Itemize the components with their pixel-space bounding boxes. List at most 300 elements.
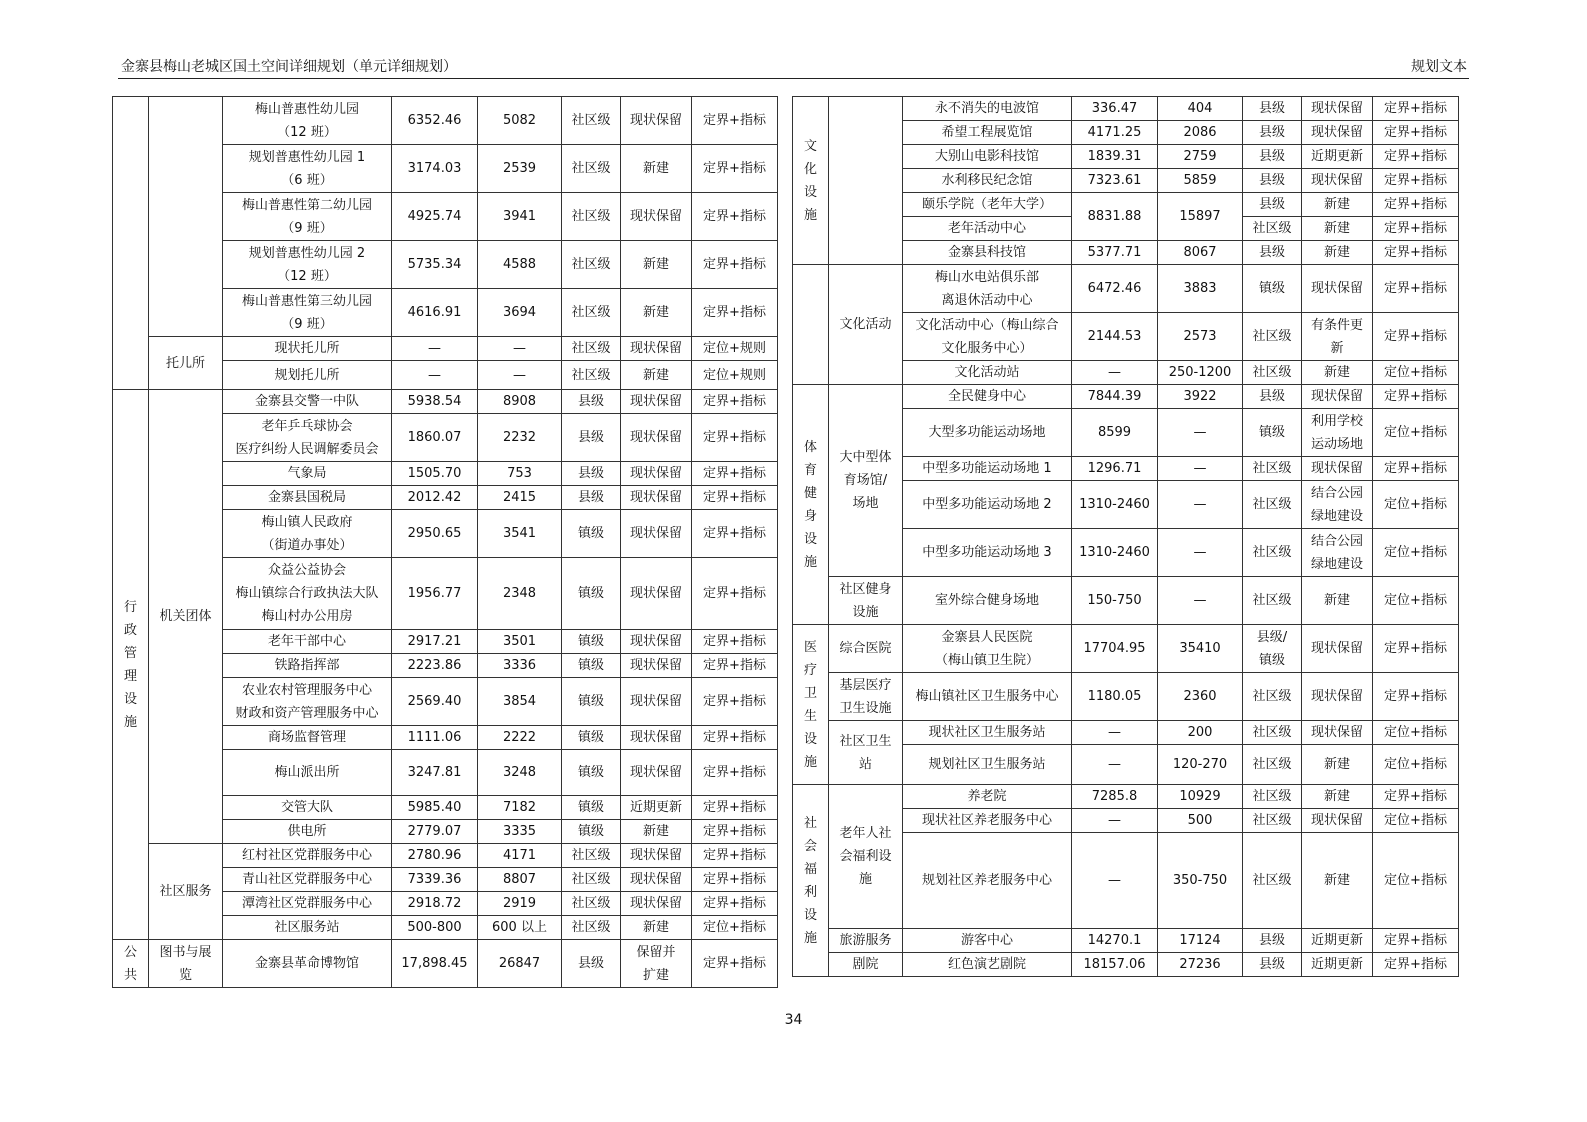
status-cell: 保留并 扩建	[621, 940, 692, 988]
level-cell: 县级	[1243, 97, 1302, 121]
building-area-cell: 2086	[1158, 121, 1243, 145]
facility-name-cell: 现状社区养老服务中心	[903, 809, 1072, 833]
site-area-cell: 2569.40	[392, 678, 478, 726]
site-area-cell: 3247.81	[392, 750, 478, 796]
level-cell: 县级	[562, 940, 621, 988]
status-cell: 现状保留	[1302, 265, 1373, 313]
site-area-cell: 1956.77	[392, 558, 478, 630]
control-method-cell: 定界+指标	[692, 510, 778, 558]
control-method-cell: 定位+指标	[1373, 721, 1459, 745]
control-method-cell: 定界+指标	[692, 678, 778, 726]
building-area-cell: 2415	[478, 486, 562, 510]
subcategory-cell: 旅游服务	[829, 929, 903, 953]
building-area-cell: 600 以上	[478, 916, 562, 940]
status-cell: 结合公园 绿地建设	[1302, 481, 1373, 529]
facility-name-cell: 梅山镇社区卫生服务中心	[903, 673, 1072, 721]
control-method-cell: 定位+规则	[692, 337, 778, 361]
building-area-cell: 4171	[478, 844, 562, 868]
site-area-cell: 7285.8	[1072, 785, 1158, 809]
table-row	[113, 337, 778, 361]
table-row	[113, 940, 778, 988]
building-area-cell: 2573	[1158, 313, 1243, 361]
site-area-cell: 7323.61	[1072, 169, 1158, 193]
site-area-cell: 1111.06	[392, 726, 478, 750]
control-method-cell: 定界+指标	[692, 486, 778, 510]
category-cell: 行 政 管 理 设 施	[113, 390, 149, 940]
level-cell: 社区级	[1243, 313, 1302, 361]
facility-name-cell: 规划普惠性幼儿园 2 （12 班）	[223, 241, 392, 289]
level-cell: 社区级	[1243, 833, 1302, 929]
facility-name-cell: 商场监督管理	[223, 726, 392, 750]
building-area-cell: 350-750	[1158, 833, 1243, 929]
facility-name-cell: 梅山水电站俱乐部 离退休活动中心	[903, 265, 1072, 313]
status-cell: 新建	[1302, 241, 1373, 265]
facility-name-cell: 颐乐学院（老年大学）	[903, 193, 1072, 217]
site-area-cell: —	[1072, 721, 1158, 745]
control-method-cell: 定界+指标	[1373, 457, 1459, 481]
control-method-cell: 定位+指标	[1373, 833, 1459, 929]
building-area-cell: 753	[478, 462, 562, 486]
level-cell: 社区级	[1243, 721, 1302, 745]
table-row	[793, 385, 1459, 409]
building-area-cell: 2539	[478, 145, 562, 193]
status-cell: 现状保留	[1302, 809, 1373, 833]
level-cell: 社区级	[1243, 529, 1302, 577]
status-cell: 近期更新	[621, 796, 692, 820]
status-cell: 现状保留	[621, 558, 692, 630]
level-cell: 县级	[1243, 145, 1302, 169]
site-area-cell: 6472.46	[1072, 265, 1158, 313]
status-cell: 现状保留	[621, 337, 692, 361]
building-area-cell: 3336	[478, 654, 562, 678]
status-cell: 新建	[1302, 193, 1373, 217]
control-method-cell: 定界+指标	[692, 289, 778, 337]
control-method-cell: 定界+指标	[1373, 241, 1459, 265]
subcategory-cell: 社区健身 设施	[829, 577, 903, 625]
facility-name-cell: 规划托儿所	[223, 361, 392, 390]
level-cell: 社区级	[562, 337, 621, 361]
building-area-cell: 3854	[478, 678, 562, 726]
status-cell: 有条件更 新	[1302, 313, 1373, 361]
building-area-cell: 5082	[478, 97, 562, 145]
page-number: 34	[784, 1012, 803, 1028]
facility-name-cell: 永不消失的电波馆	[903, 97, 1072, 121]
site-area-cell: 4925.74	[392, 193, 478, 241]
level-cell: 镇级	[1243, 409, 1302, 457]
level-cell: 社区级	[562, 145, 621, 193]
site-area-cell: 2144.53	[1072, 313, 1158, 361]
site-area-cell: 2917.21	[392, 630, 478, 654]
control-method-cell: 定界+指标	[692, 462, 778, 486]
site-area-cell: 1180.05	[1072, 673, 1158, 721]
level-cell: 社区级	[562, 916, 621, 940]
building-area-cell: 7182	[478, 796, 562, 820]
level-cell: 社区级	[562, 97, 621, 145]
facility-name-cell: 大别山电影科技馆	[903, 145, 1072, 169]
building-area-cell: 3248	[478, 750, 562, 796]
facility-name-cell: 老年干部中心	[223, 630, 392, 654]
level-cell: 社区级	[562, 868, 621, 892]
facility-name-cell: 气象局	[223, 462, 392, 486]
building-area-cell: —	[1158, 409, 1243, 457]
subcategory-cell: 托儿所	[149, 337, 223, 390]
level-cell: 县级	[562, 486, 621, 510]
facility-name-cell: 文化活动站	[903, 361, 1072, 385]
status-cell: 新建	[621, 361, 692, 390]
level-cell: 镇级	[562, 558, 621, 630]
control-method-cell: 定位+指标	[1373, 809, 1459, 833]
status-cell: 现状保留	[621, 510, 692, 558]
control-method-cell: 定界+指标	[692, 97, 778, 145]
level-cell: 社区级	[1243, 577, 1302, 625]
control-method-cell: 定界+指标	[692, 726, 778, 750]
level-cell: 县级/ 镇级	[1243, 625, 1302, 673]
building-area-cell: 500	[1158, 809, 1243, 833]
site-area-cell: 500-800	[392, 916, 478, 940]
document-title: 金寨县梅山老城区国土空间详细规划（单元详细规划）	[121, 59, 457, 75]
status-cell: 现状保留	[1302, 721, 1373, 745]
status-cell: 现状保留	[621, 486, 692, 510]
facility-name-cell: 全民健身中心	[903, 385, 1072, 409]
level-cell: 县级	[1243, 169, 1302, 193]
subcategory-cell: 老年人社 会福利设 施	[829, 785, 903, 929]
table-row	[113, 390, 778, 414]
control-method-cell: 定界+指标	[692, 940, 778, 988]
facility-name-cell: 规划普惠性幼儿园 1 （6 班）	[223, 145, 392, 193]
site-area-cell: 2950.65	[392, 510, 478, 558]
status-cell: 现状保留	[621, 414, 692, 462]
control-method-cell: 定界+指标	[1373, 785, 1459, 809]
site-area-cell: 150-750	[1072, 577, 1158, 625]
facility-name-cell: 社区服务站	[223, 916, 392, 940]
building-area-cell: 3541	[478, 510, 562, 558]
status-cell: 现状保留	[621, 630, 692, 654]
building-area-cell: —	[1158, 457, 1243, 481]
facility-name-cell: 金寨县交警一中队	[223, 390, 392, 414]
level-cell: 社区级	[1243, 457, 1302, 481]
level-cell: 镇级	[562, 678, 621, 726]
building-area-cell: 27236	[1158, 953, 1243, 977]
subcategory-cell: 基层医疗 卫生设施	[829, 673, 903, 721]
status-cell: 新建	[621, 289, 692, 337]
building-area-cell: —	[478, 337, 562, 361]
status-cell: 现状保留	[1302, 97, 1373, 121]
building-area-cell: 2348	[478, 558, 562, 630]
control-method-cell: 定界+指标	[1373, 97, 1459, 121]
site-area-cell: 1505.70	[392, 462, 478, 486]
level-cell: 社区级	[562, 289, 621, 337]
facility-name-cell: 中型多功能运动场地 1	[903, 457, 1072, 481]
category-cell: 社 会 福 利 设 施	[793, 785, 829, 977]
facility-name-cell: 中型多功能运动场地 2	[903, 481, 1072, 529]
level-cell: 社区级	[1243, 361, 1302, 385]
control-method-cell: 定位+指标	[692, 916, 778, 940]
table-row	[793, 785, 1459, 809]
facility-name-cell: 室外综合健身场地	[903, 577, 1072, 625]
category-cell: 医 疗 卫 生 设 施	[793, 625, 829, 785]
control-method-cell: 定界+指标	[692, 820, 778, 844]
table-row	[793, 673, 1459, 721]
facility-name-cell: 梅山镇人民政府 （街道办事处）	[223, 510, 392, 558]
building-area-cell: —	[1158, 577, 1243, 625]
control-method-cell: 定界+指标	[1373, 313, 1459, 361]
site-area-cell: 1839.31	[1072, 145, 1158, 169]
site-area-cell: 4171.25	[1072, 121, 1158, 145]
building-area-cell: 3941	[478, 193, 562, 241]
facility-name-cell: 养老院	[903, 785, 1072, 809]
facility-name-cell: 大型多功能运动场地	[903, 409, 1072, 457]
table-row	[113, 844, 778, 868]
building-area-cell: 3883	[1158, 265, 1243, 313]
control-method-cell: 定界+指标	[1373, 169, 1459, 193]
level-cell: 镇级	[1243, 265, 1302, 313]
control-method-cell: 定界+指标	[1373, 265, 1459, 313]
building-area-cell: 8807	[478, 868, 562, 892]
building-area-cell: 4588	[478, 241, 562, 289]
site-area-cell: 3174.03	[392, 145, 478, 193]
control-method-cell: 定界+指标	[1373, 625, 1459, 673]
site-area-cell: 2780.96	[392, 844, 478, 868]
control-method-cell: 定界+指标	[692, 844, 778, 868]
level-cell: 县级	[1243, 241, 1302, 265]
facility-name-cell: 梅山普惠性第三幼儿园 （9 班）	[223, 289, 392, 337]
control-method-cell: 定界+指标	[1373, 193, 1459, 217]
facility-name-cell: 中型多功能运动场地 3	[903, 529, 1072, 577]
control-method-cell: 定界+指标	[692, 145, 778, 193]
status-cell: 现状保留	[1302, 673, 1373, 721]
status-cell: 新建	[1302, 361, 1373, 385]
facilities-table-right	[792, 96, 1459, 977]
status-cell: 现状保留	[1302, 625, 1373, 673]
control-method-cell: 定界+指标	[692, 414, 778, 462]
status-cell: 现状保留	[621, 844, 692, 868]
table-row	[793, 929, 1459, 953]
status-cell: 现状保留	[621, 462, 692, 486]
site-area-cell: 1310-2460	[1072, 529, 1158, 577]
status-cell: 新建	[1302, 577, 1373, 625]
status-cell: 现状保留	[1302, 385, 1373, 409]
subcategory-cell: 社区卫生 站	[829, 721, 903, 785]
status-cell: 新建	[621, 916, 692, 940]
category-cell: 体 育 健 身 设 施	[793, 385, 829, 625]
level-cell: 镇级	[562, 630, 621, 654]
level-cell: 县级	[562, 390, 621, 414]
control-method-cell: 定界+指标	[692, 654, 778, 678]
control-method-cell: 定界+指标	[692, 241, 778, 289]
facility-name-cell: 交管大队	[223, 796, 392, 820]
status-cell: 现状保留	[621, 390, 692, 414]
status-cell: 新建	[1302, 785, 1373, 809]
control-method-cell: 定界+指标	[692, 558, 778, 630]
building-area-cell: 404	[1158, 97, 1243, 121]
subcategory-cell	[149, 97, 223, 337]
control-method-cell: 定界+指标	[1373, 385, 1459, 409]
facility-name-cell: 金寨县科技馆	[903, 241, 1072, 265]
site-area-cell: 2918.72	[392, 892, 478, 916]
table-row	[793, 625, 1459, 673]
site-area-cell: 1310-2460	[1072, 481, 1158, 529]
site-area-cell: —	[392, 337, 478, 361]
status-cell: 新建	[621, 241, 692, 289]
level-cell: 县级	[1243, 953, 1302, 977]
level-cell: 镇级	[562, 796, 621, 820]
site-area-cell: 5377.71	[1072, 241, 1158, 265]
facility-name-cell: 现状托儿所	[223, 337, 392, 361]
status-cell: 现状保留	[621, 654, 692, 678]
site-area-cell: 336.47	[1072, 97, 1158, 121]
level-cell: 社区级	[1243, 809, 1302, 833]
facility-name-cell: 金寨县革命博物馆	[223, 940, 392, 988]
site-area-cell: 1296.71	[1072, 457, 1158, 481]
table-row	[793, 265, 1459, 313]
site-area-cell: —	[1072, 833, 1158, 929]
level-cell: 社区级	[1243, 217, 1302, 241]
building-area-cell: 10929	[1158, 785, 1243, 809]
table-row	[793, 97, 1459, 121]
facility-name-cell: 红村社区党群服务中心	[223, 844, 392, 868]
facility-name-cell: 梅山普惠性第二幼儿园 （9 班）	[223, 193, 392, 241]
level-cell: 社区级	[1243, 481, 1302, 529]
control-method-cell: 定位+指标	[1373, 361, 1459, 385]
status-cell: 新建	[621, 820, 692, 844]
building-area-cell: 120-270	[1158, 745, 1243, 785]
level-cell: 县级	[562, 414, 621, 462]
level-cell: 社区级	[1243, 785, 1302, 809]
building-area-cell: —	[478, 361, 562, 390]
control-method-cell: 定界+指标	[1373, 953, 1459, 977]
facility-name-cell: 金寨县国税局	[223, 486, 392, 510]
building-area-cell: 8908	[478, 390, 562, 414]
site-area-cell: 7339.36	[392, 868, 478, 892]
control-method-cell: 定界+指标	[692, 630, 778, 654]
facility-name-cell: 文化活动中心（梅山综合 文化服务中心）	[903, 313, 1072, 361]
building-area-cell: 3922	[1158, 385, 1243, 409]
control-method-cell: 定界+指标	[692, 750, 778, 796]
subcategory-cell	[829, 97, 903, 265]
control-method-cell: 定界+指标	[1373, 121, 1459, 145]
level-cell: 县级	[1243, 929, 1302, 953]
control-method-cell: 定界+指标	[1373, 929, 1459, 953]
level-cell: 镇级	[562, 750, 621, 796]
facility-name-cell: 潭湾社区党群服务中心	[223, 892, 392, 916]
site-area-cell: 8831.88	[1072, 193, 1158, 241]
facility-name-cell: 红色演艺剧院	[903, 953, 1072, 977]
building-area-cell: 250-1200	[1158, 361, 1243, 385]
status-cell: 现状保留	[621, 750, 692, 796]
level-cell: 县级	[1243, 385, 1302, 409]
facility-name-cell: 老年乒乓球协会 医疗纠纷人民调解委员会	[223, 414, 392, 462]
control-method-cell: 定位+指标	[1373, 481, 1459, 529]
control-method-cell: 定界+指标	[692, 390, 778, 414]
status-cell: 现状保留	[1302, 169, 1373, 193]
facility-name-cell: 规划社区养老服务中心	[903, 833, 1072, 929]
facility-name-cell: 青山社区党群服务中心	[223, 868, 392, 892]
status-cell: 新建	[621, 145, 692, 193]
site-area-cell: 7844.39	[1072, 385, 1158, 409]
header-rule	[118, 78, 1469, 79]
status-cell: 新建	[1302, 745, 1373, 785]
table-row	[793, 721, 1459, 745]
building-area-cell: 8067	[1158, 241, 1243, 265]
facility-name-cell: 金寨县人民医院 （梅山镇卫生院）	[903, 625, 1072, 673]
status-cell: 现状保留	[621, 678, 692, 726]
document-type: 规划文本	[1411, 59, 1467, 75]
control-method-cell: 定界+指标	[692, 868, 778, 892]
table-row	[793, 577, 1459, 625]
control-method-cell: 定界+指标	[692, 892, 778, 916]
category-cell: 文 化 设 施	[793, 97, 829, 265]
control-method-cell: 定界+指标	[1373, 145, 1459, 169]
status-cell: 近期更新	[1302, 953, 1373, 977]
site-area-cell: 18157.06	[1072, 953, 1158, 977]
building-area-cell: 3694	[478, 289, 562, 337]
facility-name-cell: 梅山普惠性幼儿园 （12 班）	[223, 97, 392, 145]
control-method-cell: 定位+指标	[1373, 409, 1459, 457]
site-area-cell: 17,898.45	[392, 940, 478, 988]
building-area-cell: —	[1158, 481, 1243, 529]
status-cell: 结合公园 绿地建设	[1302, 529, 1373, 577]
site-area-cell: 5985.40	[392, 796, 478, 820]
site-area-cell: —	[392, 361, 478, 390]
facility-name-cell: 水利移民纪念馆	[903, 169, 1072, 193]
level-cell: 镇级	[562, 726, 621, 750]
level-cell: 社区级	[1243, 673, 1302, 721]
facilities-table-left	[112, 96, 778, 988]
site-area-cell: 1860.07	[392, 414, 478, 462]
site-area-cell: 5938.54	[392, 390, 478, 414]
building-area-cell: 2919	[478, 892, 562, 916]
site-area-cell: —	[1072, 361, 1158, 385]
subcategory-cell: 大中型体 育场馆/ 场地	[829, 385, 903, 577]
site-area-cell: —	[1072, 745, 1158, 785]
level-cell: 社区级	[562, 193, 621, 241]
subcategory-cell: 机关团体	[149, 390, 223, 844]
status-cell: 新建	[1302, 833, 1373, 929]
level-cell: 县级	[1243, 193, 1302, 217]
building-area-cell: 200	[1158, 721, 1243, 745]
subcategory-cell: 综合医院	[829, 625, 903, 673]
building-area-cell: 2360	[1158, 673, 1243, 721]
level-cell: 社区级	[562, 361, 621, 390]
status-cell: 新建	[1302, 217, 1373, 241]
site-area-cell: 8599	[1072, 409, 1158, 457]
level-cell: 社区级	[562, 241, 621, 289]
facility-name-cell: 现状社区卫生服务站	[903, 721, 1072, 745]
building-area-cell: —	[1158, 529, 1243, 577]
level-cell: 镇级	[562, 654, 621, 678]
facility-name-cell: 供电所	[223, 820, 392, 844]
control-method-cell: 定位+指标	[1373, 577, 1459, 625]
table-row	[793, 953, 1459, 977]
control-method-cell: 定位+指标	[1373, 529, 1459, 577]
category-cell	[113, 97, 149, 390]
subcategory-cell: 剧院	[829, 953, 903, 977]
control-method-cell: 定界+指标	[692, 796, 778, 820]
building-area-cell: 17124	[1158, 929, 1243, 953]
level-cell: 社区级	[562, 844, 621, 868]
site-area-cell: 14270.1	[1072, 929, 1158, 953]
level-cell: 社区级	[562, 892, 621, 916]
building-area-cell: 2232	[478, 414, 562, 462]
site-area-cell: 17704.95	[1072, 625, 1158, 673]
building-area-cell: 15897	[1158, 193, 1243, 241]
control-method-cell: 定界+指标	[1373, 217, 1459, 241]
status-cell: 近期更新	[1302, 145, 1373, 169]
building-area-cell: 5859	[1158, 169, 1243, 193]
control-method-cell: 定位+规则	[692, 361, 778, 390]
site-area-cell: 4616.91	[392, 289, 478, 337]
facility-name-cell: 规划社区卫生服务站	[903, 745, 1072, 785]
